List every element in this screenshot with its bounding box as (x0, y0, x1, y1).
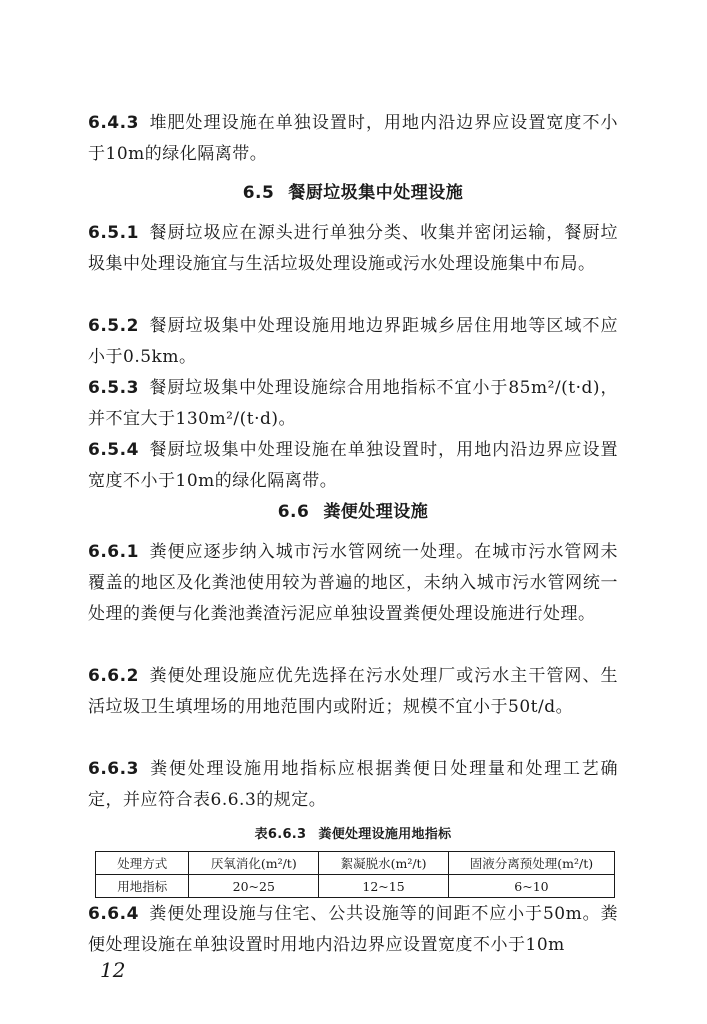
clause-text: 粪便处理设施应优先选择在污水处理厂或污水主干管网、生活垃圾卫生填埋场的用地范围内或附近；规模不宜小于50t/d。 (88, 666, 618, 717)
section-heading-6-6 (88, 497, 618, 522)
clause-number: 6.5.4 (88, 440, 139, 460)
table-cell: 6~10 (448, 875, 614, 898)
section-number: 6.6 (277, 502, 310, 522)
clause-number: 6.5.2 (88, 316, 139, 336)
clause-number: 6.6.2 (88, 666, 139, 686)
clause-text: 粪便处理设施与住宅、公共设施等的间距不应小于50m。粪便处理设施在单独设置时用地内沿边界应设置宽度不小于10m (88, 904, 618, 955)
clause-text: 餐厨垃圾集中处理设施综合用地指标不宜小于85m²/(t·d)，并不宜大于130m²/(t·d)。 (88, 378, 618, 429)
table-header-cell: 固液分离预处理(m²/t) (448, 852, 614, 875)
table-header-cell: 絮凝脱水(m²/t) (319, 852, 449, 875)
page-number: 12 (100, 958, 126, 982)
clause-6-4-3 (88, 108, 618, 170)
table-cell: 用地指标 (96, 875, 189, 898)
clause-text: 餐厨垃圾集中处理设施用地边界距城乡居住用地等区域不应小于0.5km。 (88, 316, 618, 367)
clause-text: 粪便处理设施用地指标应根据粪便日处理量和处理工艺确定，并应符合表6.6.3的规定。 (88, 759, 618, 810)
clause-number: 6.5.1 (88, 223, 139, 243)
clause-6-5-2 (88, 311, 618, 373)
clause-6-5-3 (88, 373, 618, 435)
clause-text: 堆肥处理设施在单独设置时，用地内沿边界应设置宽度不小于10m的绿化隔离带。 (88, 113, 618, 164)
table-header-row (96, 852, 615, 875)
clause-number: 6.6.3 (88, 759, 139, 779)
table-header-cell: 处理方式 (96, 852, 189, 875)
section-number: 6.5 (242, 183, 275, 203)
table-caption (88, 823, 618, 842)
clause-number: 6.4.3 (88, 113, 139, 133)
clause-text: 餐厨垃圾应在源头进行单独分类、收集并密闭运输，餐厨垃圾集中处理设施宜与生活垃圾处理设施或污水处理设施集中布局。 (88, 223, 618, 274)
clause-6-5-1 (88, 218, 618, 280)
clause-6-6-1 (88, 537, 618, 630)
clause-number: 6.6.4 (88, 904, 139, 924)
clause-6-6-2 (88, 661, 618, 723)
section-heading-6-5 (88, 178, 618, 203)
clause-number: 6.5.3 (88, 378, 139, 398)
section-title: 餐厨垃圾集中处理设施 (288, 183, 464, 203)
clause-6-6-4 (88, 899, 618, 961)
section-title: 粪便处理设施 (323, 502, 429, 522)
clause-number: 6.6.1 (88, 542, 139, 562)
table-title: 粪便处理设施用地指标 (318, 827, 452, 842)
table-cell: 20~25 (189, 875, 319, 898)
land-use-index-table (95, 851, 615, 898)
clause-6-5-4 (88, 435, 618, 497)
clause-text: 粪便应逐步纳入城市污水管网统一处理。在城市污水管网未覆盖的地区及化粪池使用较为普遍的地区，未纳入城市污水管网统一处理的粪便与化粪池粪渣污泥应单独设置粪便处理设施进行处理。 (88, 542, 618, 624)
clause-6-6-3 (88, 754, 618, 816)
table-number: 表6.6.3 (254, 827, 307, 842)
table-cell: 12~15 (319, 875, 449, 898)
clause-text: 餐厨垃圾集中处理设施在单独设置时，用地内沿边界应设置宽度不小于10m的绿化隔离带。 (88, 440, 618, 491)
table-row (96, 875, 615, 898)
table-header-cell: 厌氧消化(m²/t) (189, 852, 319, 875)
